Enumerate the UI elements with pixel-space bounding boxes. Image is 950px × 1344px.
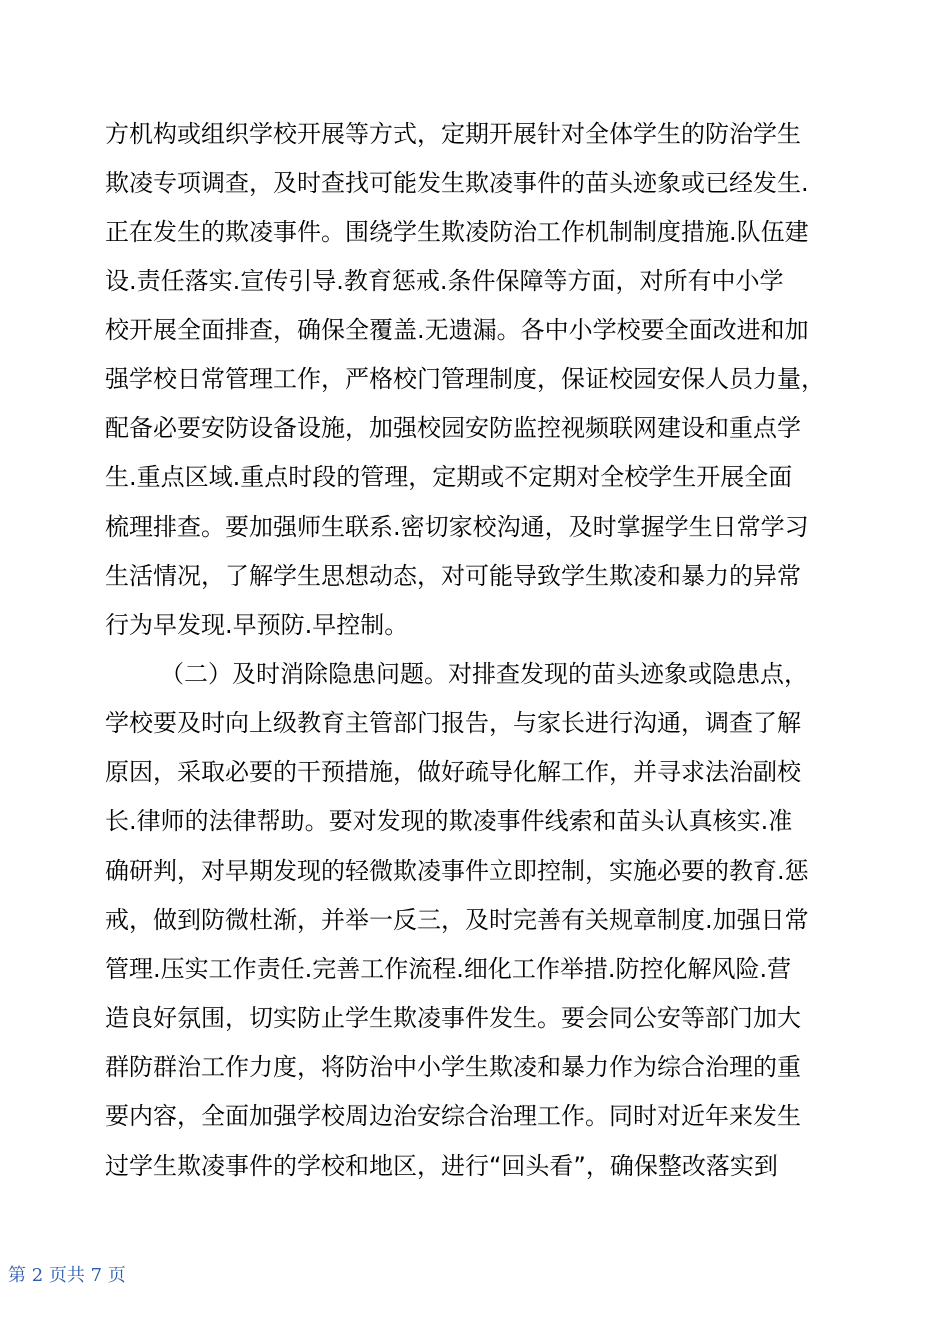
text-line: 强学校日常管理工作，严格校门管理制度，保证校园安保人员力量， [105,365,825,393]
text-line: 过学生欺凌事件的学校和地区，进行“回头看”，确保整改落实到 [105,1152,778,1180]
text-line: 校开展全面排查，确保全覆盖.无遗漏。各中小学校要全面改进和加 [105,316,809,344]
text-line: 管理.压实工作责任.完善工作流程.细化工作举措.防控化解风险.营 [105,955,792,983]
text-line: 原因，采取必要的干预措施，做好疏导化解工作，并寻求法治副校 [105,758,801,786]
text-line: 生.重点区域.重点时段的管理，定期或不定期对全校学生开展全面 [105,463,793,491]
text-line: 行为早发现.早预防.早控制。 [105,611,409,639]
text-line: 学校要及时向上级教育主管部门报告，与家长进行沟通，调查了解 [105,709,801,737]
text-line: 欺凌专项调查，及时查找可能发生欺凌事件的苗头迹象或已经发生. [105,169,809,197]
text-line: 生活情况，了解学生思想动态，对可能导致学生欺凌和暴力的异常 [105,562,801,590]
paragraph-start-line: （二）及时消除隐患问题。对排查发现的苗头迹象或隐患点， [160,660,808,688]
text-line: 方机构或组织学校开展等方式，定期开展针对全体学生的防治学生 [105,120,801,148]
text-line: 戒，做到防微杜渐，并举一反三，及时完善有关规章制度.加强日常 [105,906,809,934]
text-line: 造良好氛围，切实防止学生欺凌事件发生。要会同公安等部门加大 [105,1004,801,1032]
text-line: 长.律师的法律帮助。要对发现的欺凌事件线索和苗头认真核实.准 [105,807,793,835]
text-line: 正在发生的欺凌事件。围绕学生欺凌防治工作机制制度措施.队伍建 [105,218,809,246]
text-line: 群防群治工作力度，将防治中小学生欺凌和暴力作为综合治理的重 [105,1053,801,1081]
text-line: 设.责任落实.宣传引导.教育惩戒.条件保障等方面，对所有中小学 [105,267,784,295]
text-line: 梳理排查。要加强师生联系.密切家校沟通，及时掌握学生日常学习 [105,513,809,541]
text-line: 确研判，对早期发现的轻微欺凌事件立即控制，实施必要的教育.惩 [105,857,809,885]
text-line: 要内容，全面加强学校周边治安综合治理工作。同时对近年来发生 [105,1102,801,1130]
text-line: 配备必要安防设备设施，加强校园安防监控视频联网建设和重点学 [105,414,801,442]
page-number-footer: 第 2 页共 7 页 [8,1265,126,1286]
